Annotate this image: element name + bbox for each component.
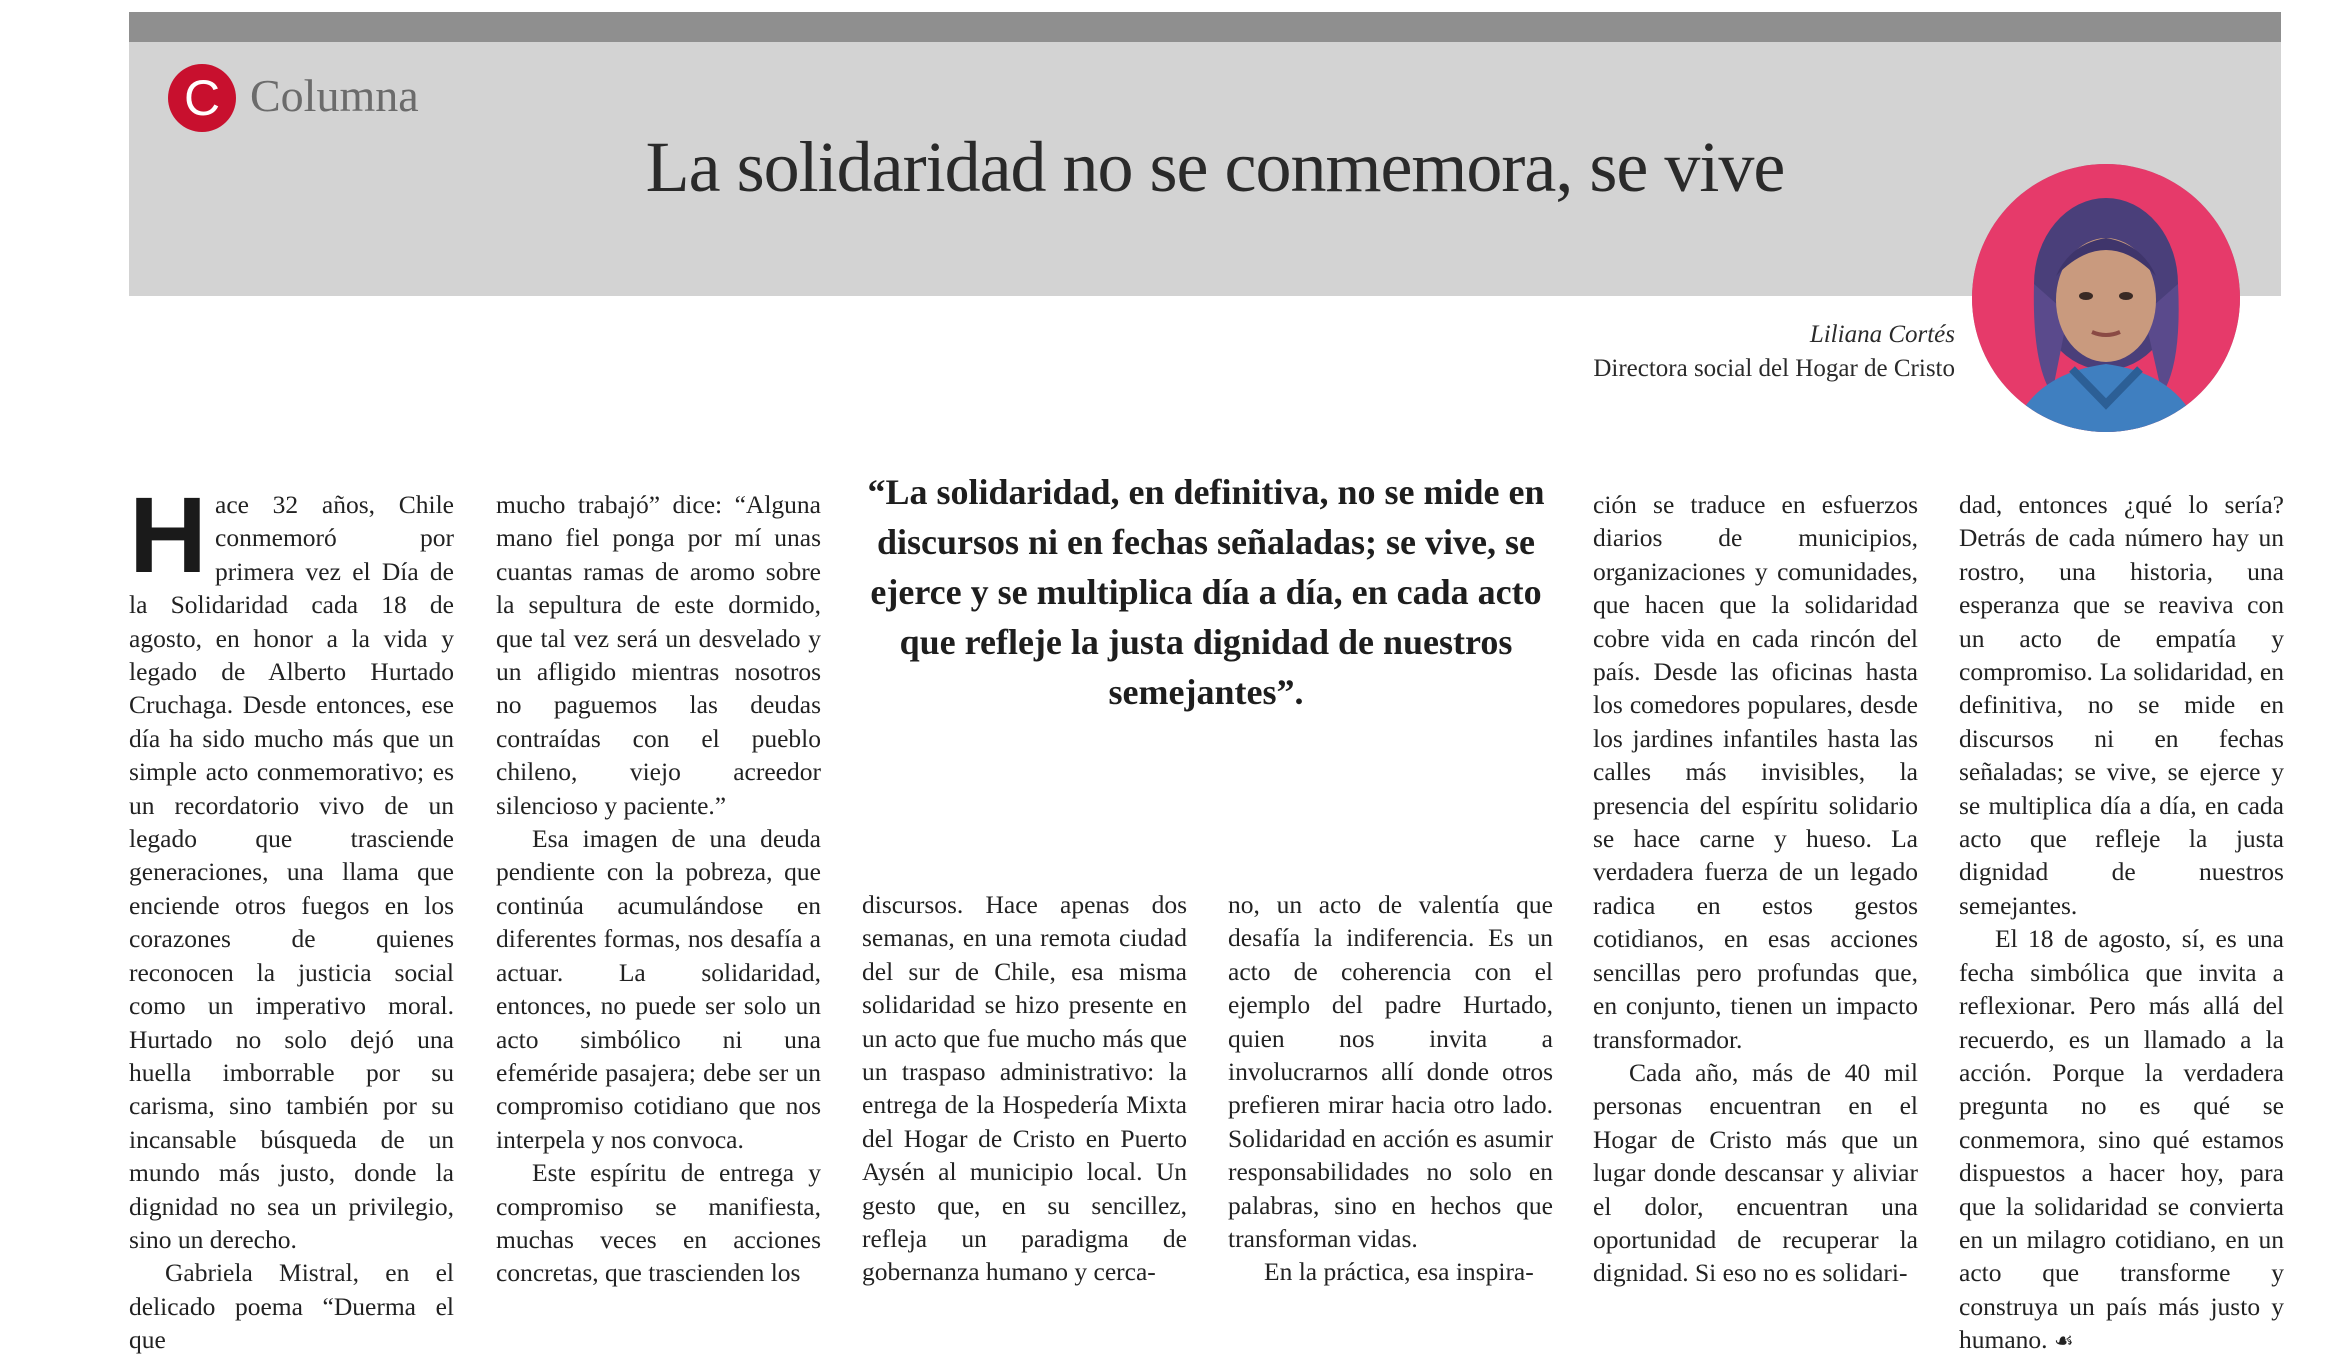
top-rule-bar (129, 12, 2281, 42)
col6-paragraph-1: dad, entonces ¿qué lo sería? Detrás de cada número hay un rostro, una historia, una esperanza que se reaviva con un acto de empatía y compromiso. La solidaridad, en definitiva, no se mide en discursos ni en fechas señaladas; se vive, se ejerce y se multiplica día a día, en cada acto que refleje la justa dignidad de nuestros semejantes. (1959, 490, 2284, 920)
author-portrait (1972, 164, 2240, 432)
pull-quote: “La solidaridad, en definitiva, no se mide en discursos ni en fechas señaladas; se vive, se ejerce y se multiplica día a día, en cada acto que refleje la justa dignidad de nuestros semejantes”. (867, 472, 1545, 712)
body-column-1 (129, 474, 454, 1357)
body-column-5 (1593, 488, 1918, 1290)
col5-paragraph-1: ción se traduce en esfuerzos diarios de municipios, organizaciones y comunidades, que hacen que la solidaridad cobre vida en cada rincón del país. Desde las oficinas hasta los comedores populares, desde los jardines infantiles hasta las calles más invisibles, la presencia del espíritu solidario se hace carne y hueso. La verdadera fuerza de un legado radica en estos gestos cotidianos, en esas acciones sencillas pero profundas que, en conjunto, tienen un impacto transformador. (1593, 490, 1918, 1054)
author-name: Liliana Cortés (1809, 321, 1955, 348)
col1-paragraph-1: ace 32 años, Chile conmemoró por primera vez el Día de la Solidaridad cada 18 de agosto, en honor a la vida y legado de Alberto Hurtado Cruchaga. Desde entonces, ese día ha sido mucho más que un simple acto conmemorativo; es un recordatorio vivo de un legado que trasciende generaciones, una llama que enciende otros fuegos en los corazones de quienes reconocen la justicia social como un imperativo moral. Hurtado no solo dejó una huella imborrable por su carisma, sino también por su incansable búsqueda de un mundo más justo, donde la dignidad no sea un privilegio, sino un derecho. (129, 490, 454, 1254)
col2-paragraph-1: mucho trabajó” dice: “Alguna mano fiel ponga por mí unas cuantas ramas de aromo sobre la sepultura de este dormido, que tal vez será un desvelado y un afligido mientras nosotros no paguemos las deudas contraídas con el pueblo chileno, viejo acreedor silencioso y paciente.” (496, 490, 821, 820)
article-title: La solidaridad no se conmemora, se vive (645, 127, 1785, 207)
col3-paragraph-1: discursos. Hace apenas dos semanas, en una remota ciudad del sur de Chile, esa misma solidaridad se hizo presente en un acto que fue mucho más que un traspaso administrativo: la entrega de la Hospedería Mixta del Hogar de Cristo en Puerto Aysén al municipio local. Un gesto que, en su sencillez, refleja un paradigma de gobernanza humano y cerca- (862, 890, 1187, 1287)
col6-paragraph-2: El 18 de agosto, sí, es una fecha simbólica que invita a reflexionar. Pero más allá del recuerdo, es un llamado a la acción. Porque la verdadera pregunta no es qué se conmemora, sino qué estamos dispuestos a hacer hoy, para que la solidaridad se convierta en un milagro cotidiano, en un acto que transforme y construya un país más justo y humano. (1959, 924, 2284, 1355)
drop-cap: H (129, 474, 207, 595)
body-column-6 (1959, 488, 2284, 1359)
col5-paragraph-2: Cada año, más de 40 mil personas encuentran en el Hogar de Cristo más que un lugar donde descansar y aliviar el dolor, encuentran una oportunidad de recuperar la dignidad. Si eso no es solidari- (1593, 1057, 1918, 1288)
col2-paragraph-3: Este espíritu de entrega y compromiso se manifiesta, muchas veces en acciones concretas, que trascienden los (496, 1158, 821, 1288)
section-label: Columna (250, 70, 419, 121)
col4-paragraph-1: no, un acto de valentía que desafía la indiferencia. Es un acto de coherencia con el ejemplo del padre Hurtado, quien nos invita a involucrarnos allí donde otros prefieren mirar hacia otro lado. Solidaridad en acción es asumir responsabilidades no solo en palabras, sino en hechos que transforman vidas. (1228, 890, 1553, 1254)
end-mark-icon: ☙ (2053, 1329, 2074, 1355)
body-column-4 (1228, 888, 1553, 1289)
col2-paragraph-2: Esa imagen de una deuda pendiente con la pobreza, que continúa acumulándose en diferentes formas, nos desafía a actuar. La solidaridad, entonces, no puede ser solo un acto simbólico ni una efeméride pasajera; debe ser un compromiso cotidiano que nos interpela y nos convoca. (496, 824, 821, 1154)
col4-paragraph-2: En la práctica, esa inspira- (1264, 1257, 1534, 1287)
body-column-3 (862, 888, 1187, 1289)
author-role: Directora social del Hogar de Cristo (1593, 355, 1955, 382)
section-logo-icon: C (168, 64, 236, 132)
col1-paragraph-2: Gabriela Mistral, en el delicado poema “Duerma el que (129, 1258, 454, 1355)
body-column-2 (496, 488, 821, 1290)
